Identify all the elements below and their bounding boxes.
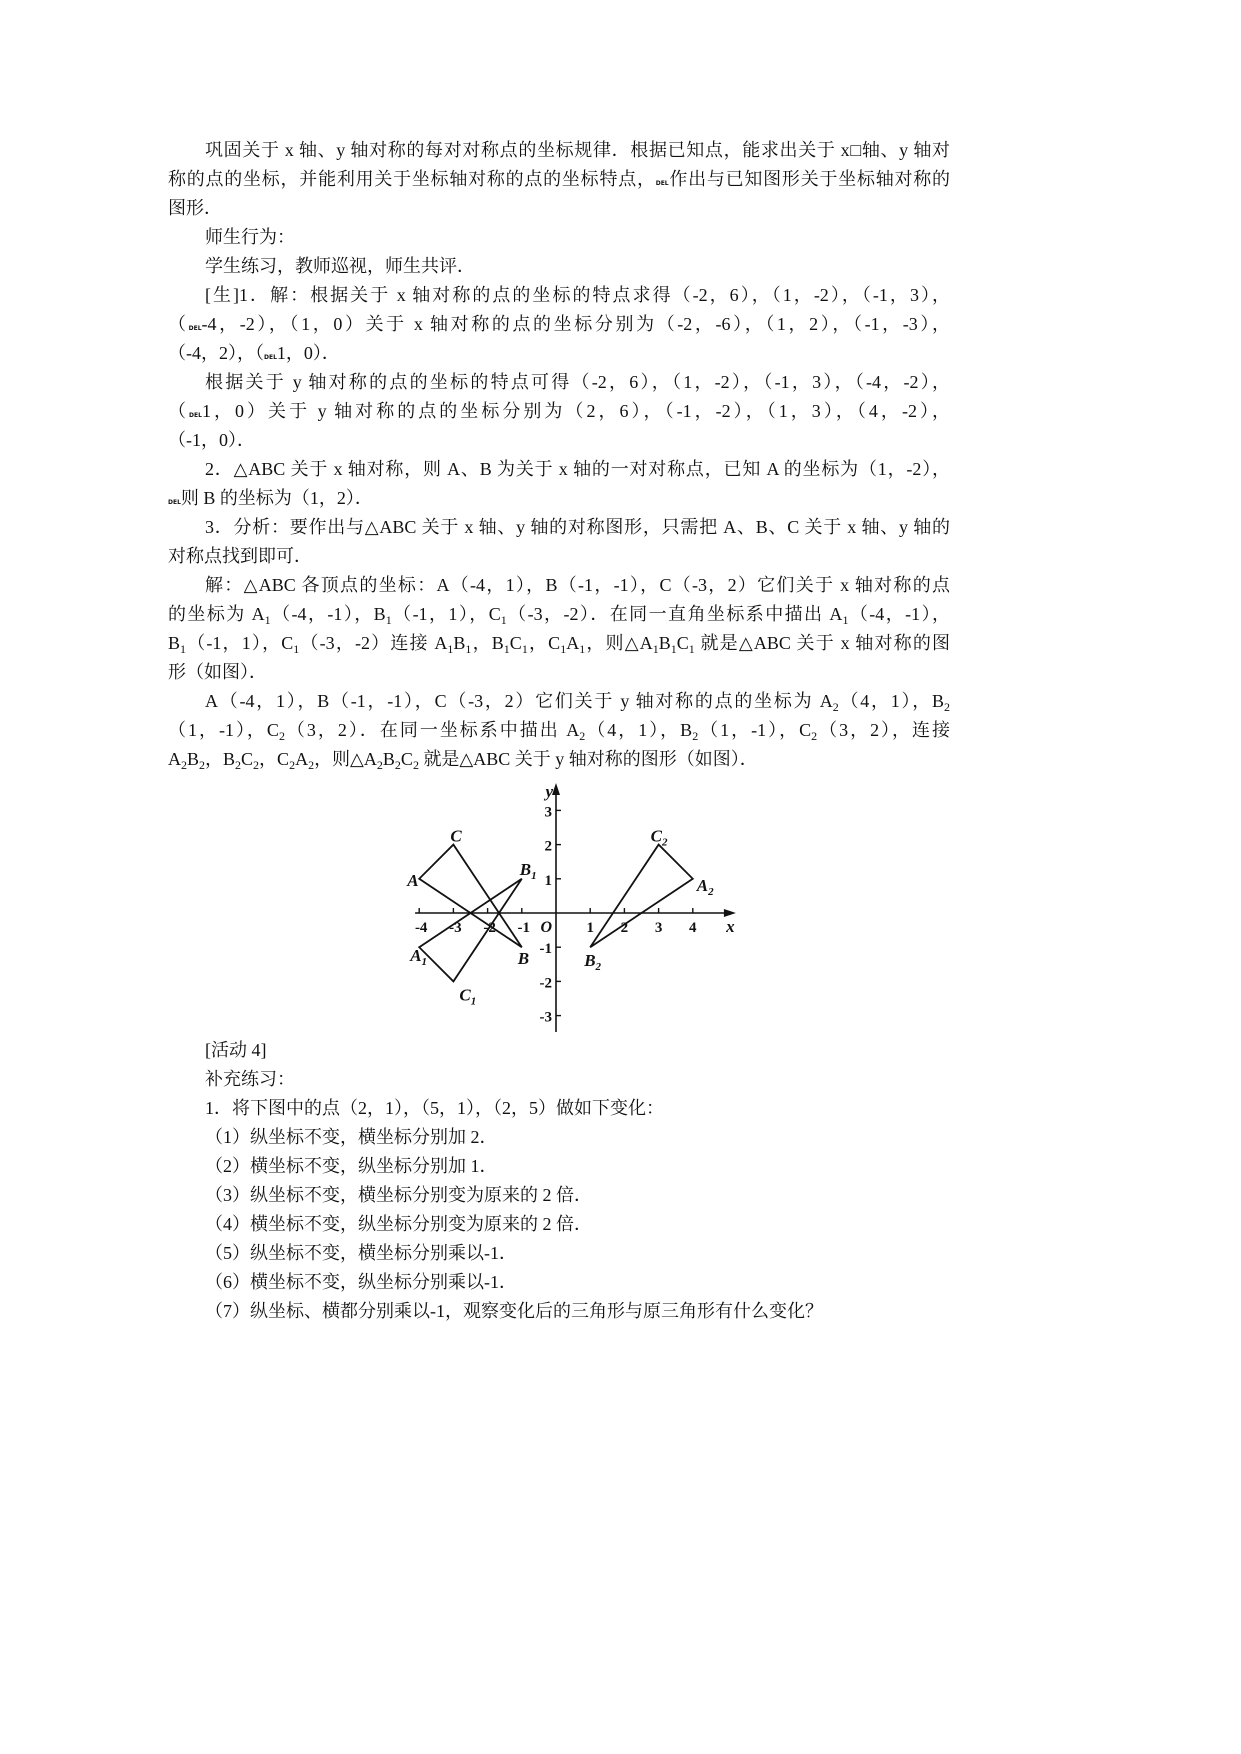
text-run: A（-4，1），B（-1，-1），C（-3，2）它们关于 y 轴对称的点的坐标为 A (205, 691, 833, 711)
subscript: 2 (289, 758, 296, 772)
text-run: （1）纵坐标不变，横坐标分别加 2． (205, 1127, 498, 1147)
subscript: 1 (842, 613, 849, 627)
subscript: 2 (308, 758, 315, 772)
del-mark: DEL (168, 499, 181, 506)
text-run: -4，-2），（1，0）关于 x 轴对称的点的坐标分别为（-2，-6），（1，2），（-1，-3）， (201, 314, 950, 334)
text-run: B (382, 749, 395, 769)
coordinate-figure (400, 775, 750, 1040)
text-run: ，B (205, 749, 236, 769)
x-tick-label: -2 (483, 920, 496, 936)
paragraph (168, 281, 950, 368)
text-run: （-4，2），（ (168, 343, 264, 363)
text-line (168, 426, 950, 455)
text-run: 1，0）关于 y 轴对称的点的坐标分别为（2，6），（-1，-2），（1，3），（4，-2）， (201, 401, 951, 421)
vertex-label: B (517, 949, 530, 969)
text-run: 图形． (168, 198, 222, 218)
x-tick-label: 3 (654, 920, 663, 936)
y-tick-label: 2 (544, 838, 552, 855)
subscript: 2 (278, 729, 285, 743)
origin-label: O (540, 919, 552, 936)
text-run: （1，-1），C (168, 720, 279, 740)
lesson-text (168, 136, 950, 774)
text-line (168, 513, 950, 542)
subscript: 2 (579, 729, 586, 743)
text-line (168, 223, 950, 252)
y-tick-label: -1 (539, 941, 552, 958)
text-line (168, 629, 950, 658)
subscript: 1 (264, 613, 271, 627)
y-tick-label: -3 (539, 1009, 552, 1026)
text-line (168, 571, 950, 600)
paragraph (168, 252, 950, 281)
text-run: B (168, 633, 181, 653)
text-run: （3）纵坐标不变，横坐标分别变为原来的 2 倍． (205, 1185, 592, 1205)
triangle (419, 845, 522, 948)
vertex-label: C (450, 826, 462, 846)
text-run: 2．△ABC 关于 x 轴对称，则 A、B 为关于 x 轴的一对对称点，已知 A 的坐标为（1，-2）， (205, 459, 950, 479)
text-line (168, 658, 950, 687)
text-line (168, 687, 950, 716)
text-run: B (453, 633, 466, 653)
subscript: 2 (199, 758, 206, 772)
del-mark: DEL (189, 412, 202, 419)
text-run: 1．将下图中的点（2，1），（5，1），（2，5）做如下变化： (205, 1098, 664, 1118)
text-line (168, 1094, 950, 1123)
text-run: （-3，-2）连接 A (299, 633, 448, 653)
paragraph (168, 513, 950, 571)
text-run: （ (168, 401, 190, 421)
text-line (168, 1036, 950, 1065)
text-run: A (566, 633, 580, 653)
paragraph (168, 1065, 950, 1094)
text-run: [活动 4] (205, 1040, 267, 1060)
text-run: 就是△ABC 关于 y 轴对称的图形（如图）． (418, 749, 758, 769)
text-run: 作出与已知图形关于坐标轴对称的 (668, 169, 950, 189)
del-mark: DEL (655, 180, 669, 187)
subscript: 1 (465, 642, 472, 656)
text-run: 师生行为： (205, 227, 295, 247)
activity-4-text (168, 1036, 950, 1326)
text-run: （-4，-1），B (270, 604, 386, 624)
paragraph (168, 223, 950, 252)
text-run: （-1，1），C (186, 633, 294, 653)
vertex-label: $B_1$ (519, 859, 537, 882)
y-tick-label: 1 (544, 872, 552, 889)
vertex-label: $A_1$ (410, 946, 428, 969)
x-tick-label: -1 (517, 920, 531, 936)
text-line (168, 484, 950, 513)
text-run: ，B (471, 633, 504, 653)
subscript: 2 (832, 700, 839, 714)
paragraph (168, 1239, 950, 1268)
paragraph (168, 1152, 950, 1181)
del-mark: DEL (264, 354, 277, 361)
subscript: 1 (560, 642, 567, 656)
x-axis-label: x (726, 917, 735, 936)
subscript: 1 (688, 642, 695, 656)
text-line (168, 1297, 950, 1326)
text-line (168, 600, 950, 629)
text-line (168, 1152, 950, 1181)
subscript: 2 (253, 758, 260, 772)
triangle (419, 879, 522, 982)
text-run: 1，0）． (276, 343, 340, 363)
text-run: 巩固关于 x 轴、y 轴对称的每对对称点的坐标规律．根据已知点，能求出关于 x□轴、y 轴对 (205, 140, 950, 160)
vertex-label-subscript: 2 (661, 836, 668, 849)
paragraph (168, 571, 950, 687)
paragraph (168, 1181, 950, 1210)
text-run: （4，1），B (585, 720, 693, 740)
text-run: 就是△ABC 关于 x 轴对称的图 (694, 633, 950, 653)
text-line (168, 1210, 950, 1239)
text-run: （4，1），B (838, 691, 944, 711)
vertex-label: $C_2$ (650, 826, 668, 849)
text-run: ，则△A (314, 749, 377, 769)
text-line (168, 194, 950, 223)
subscript: 2 (181, 758, 187, 772)
text-line (168, 745, 950, 774)
text-run: 根据关于 y 轴对称的点的坐标的特点可得（-2，6），（1，-2），（-1，3），（-4，-2）， (205, 372, 950, 392)
text-run: （7）纵坐标、横都分别乘以-1，观察变化后的三角形与原三角形有什么变化？ (205, 1301, 823, 1321)
text-line (168, 1065, 950, 1094)
text-run: 学生练习，教师巡视，师生共评． (205, 256, 475, 276)
paragraph (168, 136, 950, 223)
text-line (168, 136, 950, 165)
text-run: B (658, 633, 671, 653)
text-run: 的坐标为 A (168, 604, 265, 624)
subscript: 2 (412, 758, 419, 772)
subscript: 2 (692, 729, 699, 743)
subscript: 2 (811, 729, 818, 743)
text-run: （5）纵坐标不变，横坐标分别乘以-1． (205, 1243, 517, 1263)
vertex-label-subscript: 1 (421, 956, 428, 969)
triangle (590, 845, 693, 948)
subscript: 1 (180, 642, 187, 656)
x-tick-label: 2 (620, 920, 629, 936)
text-run: （-1，0）． (168, 430, 255, 450)
text-run: 称的点的坐标，并能利用关于坐标轴对称的点的坐标特点， (168, 169, 656, 189)
y-tick-label: 3 (544, 804, 552, 821)
text-line (168, 310, 950, 339)
subscript: 2 (944, 700, 950, 714)
text-line (168, 1268, 950, 1297)
x-tick-label: -3 (449, 920, 462, 936)
text-run: C (241, 749, 254, 769)
y-axis-arrow-icon (552, 783, 560, 795)
subscript: 1 (293, 642, 300, 656)
x-tick-label: -4 (414, 920, 428, 936)
text-run: 补充练习： (205, 1069, 295, 1089)
text-line (168, 1239, 950, 1268)
paragraph (168, 1094, 950, 1123)
text-run: C (400, 749, 413, 769)
text-run: （-1，1），C (391, 604, 501, 624)
y-tick-label: -2 (539, 975, 552, 992)
vertex-label: A (407, 870, 419, 890)
text-run: B (187, 749, 200, 769)
text-run: C (509, 633, 522, 653)
subscript: 1 (670, 642, 677, 656)
subscript: 1 (500, 613, 507, 627)
text-run: 3．分析：要作出与△ABC 关于 x 轴、y 轴的对称图形，只需把 A、B、C 关于 x 轴、y 轴的 (205, 517, 950, 537)
text-line (168, 368, 950, 397)
vertex-label-subscript: 2 (708, 885, 714, 898)
x-tick-label: 4 (689, 920, 697, 936)
text-run: 形（如图）． (168, 662, 267, 682)
text-run: （2）横坐标不变，纵坐标分别加 1． (205, 1156, 498, 1176)
text-run: ，则△A (585, 633, 653, 653)
vertex-label-subscript: 1 (470, 995, 477, 1008)
subscript: 1 (385, 613, 392, 627)
vertex-label-subscript: 1 (531, 869, 537, 882)
text-line (168, 455, 950, 484)
vertex-label: $B_2$ (584, 951, 602, 974)
paragraph (168, 1297, 950, 1326)
text-run: （1，-1），C (698, 720, 812, 740)
vertex-label: $C_1$ (459, 985, 477, 1008)
text-line (168, 339, 950, 368)
text-run: （3，2），连接 (817, 720, 951, 740)
subscript: 1 (652, 642, 659, 656)
text-run: ，C (527, 633, 561, 653)
text-run: A (295, 749, 309, 769)
text-run: A (168, 749, 181, 769)
vertex-label: $A_2$ (696, 875, 714, 898)
text-line (168, 1123, 950, 1152)
text-run: 解：△ABC 各顶点的坐标：A（-4，1），B（-1，-1），C（-3，2）它们关于 x 轴对称的点 (205, 575, 950, 595)
text-run: （ (168, 314, 189, 334)
text-run: （3，2）．在同一坐标系中描出 A (284, 720, 580, 740)
paragraph (168, 1268, 950, 1297)
paragraph (168, 455, 950, 513)
text-line (168, 252, 950, 281)
subscript: 2 (394, 758, 401, 772)
text-line (168, 397, 950, 426)
subscript: 2 (235, 758, 242, 772)
paragraph (168, 687, 950, 774)
text-line (168, 281, 950, 310)
paragraph (168, 1210, 950, 1239)
paragraph (168, 1123, 950, 1152)
subscript: 1 (447, 642, 454, 656)
subscript: 2 (376, 758, 383, 772)
text-run: ，C (259, 749, 290, 769)
x-tick-label: 1 (586, 920, 594, 936)
y-axis-label: y (545, 782, 553, 801)
text-line (168, 542, 950, 571)
subscript: 1 (521, 642, 528, 656)
x-axis-arrow-icon (724, 909, 736, 917)
text-run: 对称点找到即可． (168, 546, 312, 566)
paragraph (168, 1036, 950, 1065)
subscript: 1 (579, 642, 586, 656)
text-run: （6）横坐标不变，纵坐标分别乘以-1． (205, 1272, 517, 1292)
text-run: （-4，-1）， (848, 604, 951, 624)
text-line (168, 1181, 950, 1210)
subscript: 1 (503, 642, 510, 656)
del-mark: DEL (188, 325, 202, 332)
text-run: 则 B 的坐标为（1，2）． (180, 488, 373, 508)
text-line (168, 165, 950, 194)
text-run: （4）横坐标不变，纵坐标分别变为原来的 2 倍． (205, 1214, 592, 1234)
text-line (168, 716, 950, 745)
paragraph (168, 368, 950, 455)
text-run: [生]1．解：根据关于 x 轴对称的点的坐标的特点求得（-2，6），（1，-2），（-1，3）， (205, 285, 950, 305)
text-run: C (676, 633, 689, 653)
text-run: （-3，-2）．在同一直角坐标系中描出 A (506, 604, 843, 624)
vertex-label-subscript: 2 (595, 961, 602, 974)
